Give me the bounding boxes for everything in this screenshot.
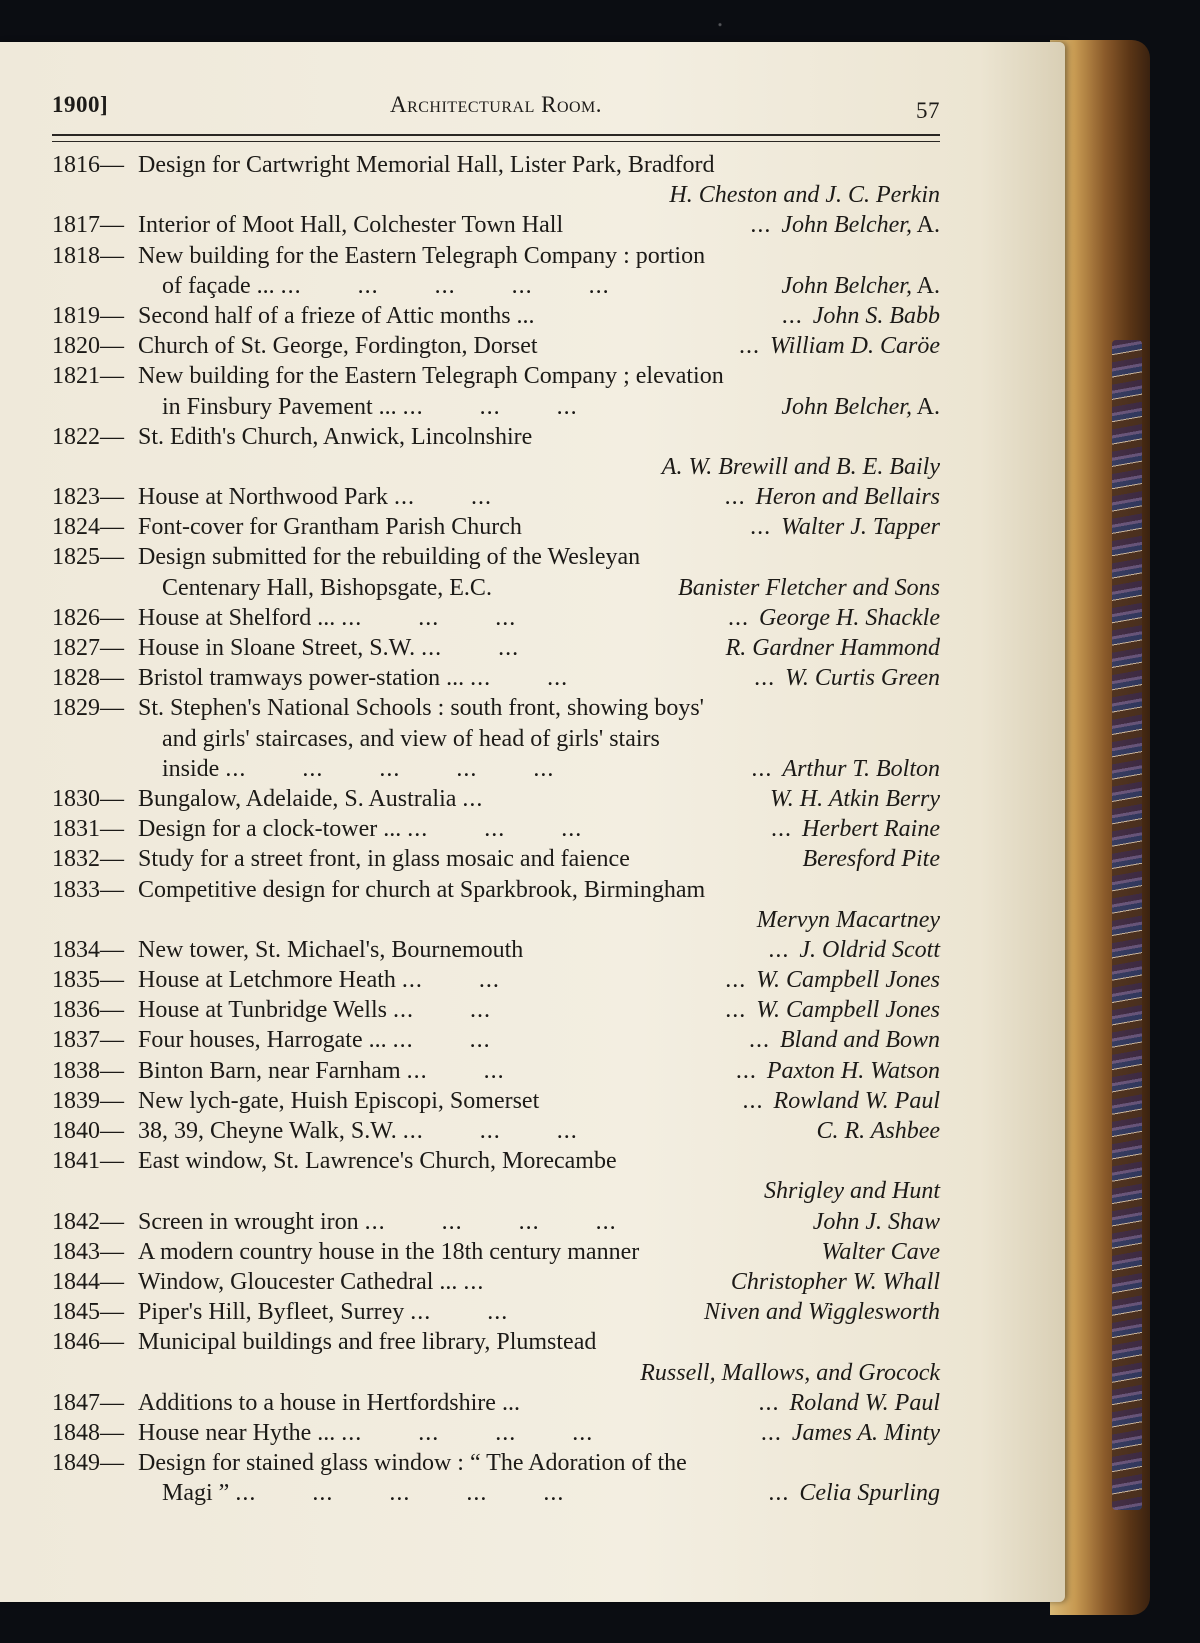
honorific: A. <box>911 212 940 239</box>
architect-attribution <box>751 754 940 784</box>
architect-attribution <box>669 180 940 210</box>
architect-name: John Belcher, <box>781 272 912 299</box>
entry-number: 1817— <box>52 212 124 239</box>
architect-attribution <box>725 965 940 995</box>
catalogue-entry <box>52 482 940 512</box>
catalogue-entry <box>52 1418 940 1448</box>
architect-attribution <box>759 1388 940 1418</box>
entry-number: 1819— <box>52 302 124 329</box>
leader-dots: ... <box>750 212 772 239</box>
catalogue-entry <box>52 1207 940 1237</box>
entry-line <box>52 935 940 965</box>
leader-dots: ... ... ... <box>341 604 517 631</box>
catalogue-entry <box>52 210 940 240</box>
entry-title: St. Edith's Church, Anwick, Lincolnshire <box>138 423 533 450</box>
leader-dots: ... <box>754 665 776 692</box>
architect-attribution <box>678 573 940 603</box>
architect-name: John Belcher, <box>781 393 912 420</box>
entry-line <box>52 1056 940 1086</box>
catalogue-entry <box>52 1297 940 1327</box>
architect-attribution <box>750 512 940 542</box>
catalogue-entry <box>52 784 940 814</box>
leader-dots: ... <box>771 816 793 843</box>
architect-name: Russell, Mallows, and Grocock <box>640 1359 940 1386</box>
entry-number: 1828— <box>52 665 124 692</box>
entry-line <box>52 784 940 814</box>
architect-name: W. Campbell Jones <box>756 967 940 994</box>
entry-line <box>52 663 940 693</box>
leader-dots: ... <box>463 1268 485 1295</box>
entry-number: 1833— <box>52 876 124 903</box>
header-title: Architectural Room. <box>389 92 603 117</box>
entry-title: House at Letchmore Heath <box>138 967 396 994</box>
entry-number: 1841— <box>52 1148 124 1175</box>
entry-title: House in Sloane Street, S.W. <box>138 635 416 661</box>
architect-name: James A. Minty <box>791 1419 940 1446</box>
architect-attribution <box>771 814 940 844</box>
entry-title: Study for a street front, in glass mosaic and faience <box>138 846 630 873</box>
catalogue-entry <box>52 241 940 301</box>
catalogue-entry <box>52 693 940 784</box>
catalogue-entry <box>52 331 940 361</box>
leader-dots: ... ... ... ... ... <box>225 755 555 782</box>
catalogue-entry <box>52 663 940 693</box>
architect-name: Walter J. Tapper <box>781 514 940 541</box>
entry-line <box>52 241 940 271</box>
entry-line <box>52 1207 940 1237</box>
catalogue-entry <box>52 995 940 1025</box>
entry-title: Screen in wrought iron <box>138 1208 359 1235</box>
running-header <box>52 92 940 128</box>
architect-name: Walter Cave <box>821 1238 940 1265</box>
architect-name: Niven and Wigglesworth <box>704 1299 940 1326</box>
leader-dots: ... <box>781 302 803 329</box>
architect-attribution <box>739 331 940 361</box>
architect-attribution <box>749 1025 940 1055</box>
entry-number: 1827— <box>52 635 124 661</box>
architect-name: A. W. Brewill and B. E. Baily <box>661 453 940 480</box>
entry-line <box>52 1358 940 1388</box>
architect-attribution <box>781 392 940 422</box>
leader-dots: ... ... <box>406 1057 505 1084</box>
leader-dots: ... <box>725 967 747 994</box>
architect-name: W. H. Atkin Berry <box>770 785 940 812</box>
architect-name: Celia Spurling <box>799 1480 940 1507</box>
entry-title: Church of St. George, Fordington, Dorset <box>138 333 538 360</box>
leader-dots: ... <box>742 1087 764 1114</box>
entry-title: A modern country house in the 18th century manner <box>138 1238 640 1265</box>
entry-title: New tower, St. Michael's, Bournemouth <box>138 936 524 963</box>
entry-title: House at Tunbridge Wells <box>138 997 387 1024</box>
entry-title: Window, Gloucester Cathedral ... <box>138 1268 458 1295</box>
catalogue-entry <box>52 814 940 844</box>
architect-name: Paxton H. Watson <box>766 1057 940 1084</box>
entry-line <box>52 905 940 935</box>
entry-title: Magi ” <box>162 1480 230 1507</box>
architect-name: Beresford Pite <box>802 846 940 873</box>
entry-line <box>52 1297 940 1327</box>
entry-line <box>52 724 940 754</box>
architect-attribution <box>728 603 940 633</box>
entry-title: of façade ... <box>162 272 275 299</box>
entry-number: 1818— <box>52 242 124 269</box>
leader-dots: ... <box>749 1027 770 1054</box>
catalogue-entry <box>52 422 940 482</box>
architect-name: Banister Fletcher and Sons <box>678 574 940 601</box>
leader-dots: ... ... ... ... ... <box>235 1480 565 1507</box>
leader-dots: ... ... ... ... <box>364 1208 617 1235</box>
architect-attribution <box>768 1478 940 1508</box>
catalogue-entry <box>52 1086 940 1116</box>
architect-name: Bland and Bown <box>780 1027 940 1054</box>
entry-line <box>52 573 940 603</box>
entry-number: 1832— <box>52 846 124 873</box>
architect-attribution <box>731 1267 940 1297</box>
entry-title: in Finsbury Pavement ... <box>162 393 397 420</box>
entry-line <box>52 422 940 452</box>
entry-number: 1825— <box>52 544 124 571</box>
architect-name: R. Gardner Hammond <box>725 635 940 661</box>
entry-number: 1831— <box>52 816 124 843</box>
entry-title: New lych-gate, Huish Episcopi, Somerset <box>138 1087 540 1114</box>
leader-dots: ... <box>751 755 773 782</box>
catalogue-entry <box>52 1146 940 1206</box>
architect-name: George H. Shackle <box>758 604 940 631</box>
architect-name: Roland W. Paul <box>789 1389 940 1416</box>
catalogue-entry <box>52 150 940 210</box>
leader-dots: ... <box>758 1389 780 1416</box>
catalogue-entry <box>52 1327 940 1387</box>
entry-line <box>52 633 940 663</box>
catalogue-entries <box>52 150 940 1508</box>
architect-attribution <box>704 1297 940 1327</box>
architect-attribution <box>725 482 940 512</box>
entry-line <box>52 1267 940 1297</box>
catalogue-entry <box>52 361 940 421</box>
entry-line <box>52 875 940 905</box>
entry-title: Piper's Hill, Byfleet, Surrey <box>138 1299 405 1326</box>
architect-name: William D. Caröe <box>769 333 940 360</box>
entry-number: 1839— <box>52 1087 124 1114</box>
leader-dots: ... <box>768 1480 790 1507</box>
architect-attribution <box>761 1418 940 1448</box>
entry-title: Design for stained glass window : “ The Adoration of the <box>138 1450 687 1477</box>
leader-dots: ... <box>738 333 760 360</box>
entry-title: Competitive design for church at Sparkbrook, Birmingham <box>138 876 706 903</box>
entry-title: Second half of a frieze of Attic months ... <box>138 302 535 329</box>
catalogue-entry <box>52 935 940 965</box>
entry-line <box>52 1086 940 1116</box>
entry-number: 1846— <box>52 1329 124 1356</box>
entry-line <box>52 1448 940 1478</box>
entry-line <box>52 754 940 784</box>
architect-name: W. Campbell Jones <box>756 997 940 1024</box>
architect-name: Herbert Raine <box>802 816 940 843</box>
architect-attribution <box>764 1176 940 1206</box>
catalogue-entry <box>52 1025 940 1055</box>
architect-name: John Belcher, <box>781 212 912 239</box>
catalogue-entry <box>52 875 940 935</box>
entry-number: 1835— <box>52 967 124 994</box>
leader-dots: ... ... <box>401 967 500 994</box>
architect-name: Shrigley and Hunt <box>764 1178 940 1205</box>
entry-number: 1842— <box>52 1208 124 1235</box>
entry-title: House at Shelford ... <box>138 604 336 631</box>
entry-line <box>52 995 940 1025</box>
leader-dots: ... <box>725 997 747 1024</box>
entry-title: East window, St. Lawrence's Church, Morecambe <box>138 1148 617 1175</box>
honorific: A. <box>911 272 940 299</box>
architect-attribution <box>640 1358 940 1388</box>
catalogue-entry <box>52 1388 940 1418</box>
catalogue-entry <box>52 603 940 633</box>
entry-title: New building for the Eastern Telegraph Company : portion <box>138 242 706 269</box>
architect-attribution <box>736 1056 940 1086</box>
entry-title: Centenary Hall, Bishopsgate, E.C. <box>162 574 492 601</box>
architect-attribution <box>754 663 940 693</box>
catalogue-entry <box>52 1237 940 1267</box>
entry-line <box>52 150 940 180</box>
entry-number: 1816— <box>52 152 124 178</box>
entry-line <box>52 180 940 210</box>
leader-dots: ... ... <box>421 635 520 661</box>
entry-title: Design submitted for the rebuilding of the Wesleyan <box>138 544 641 571</box>
entry-number: 1830— <box>52 785 124 812</box>
entry-number: 1823— <box>52 484 124 511</box>
entry-number: 1829— <box>52 695 124 722</box>
architect-name: John S. Babb <box>812 302 940 329</box>
marbled-edge <box>1112 340 1142 1510</box>
entry-line <box>52 1116 940 1146</box>
entry-title: Font-cover for Grantham Parish Church <box>138 514 522 541</box>
leader-dots: ... ... ... <box>407 816 583 843</box>
entry-line <box>52 512 940 542</box>
entry-title: Interior of Moot Hall, Colchester Town Hall <box>138 212 564 239</box>
catalogue-entry <box>52 844 940 874</box>
entry-line <box>52 1146 940 1176</box>
entry-title: and girls' staircases, and view of head of girls' stairs <box>162 725 660 752</box>
leader-dots: ... ... <box>393 484 492 511</box>
entry-line <box>52 603 940 633</box>
leader-dots: ... ... <box>392 1027 491 1054</box>
architect-attribution <box>782 301 940 331</box>
entry-title: Municipal buildings and free library, Plumstead <box>138 1329 597 1356</box>
entry-line <box>52 1237 940 1267</box>
entry-title: Binton Barn, near Farnham <box>138 1057 401 1084</box>
entry-number: 1820— <box>52 333 124 360</box>
architect-attribution <box>813 1207 940 1237</box>
entry-line <box>52 965 940 995</box>
entry-number: 1836— <box>52 997 124 1024</box>
header-rule <box>52 134 940 136</box>
leader-dots: ... <box>727 604 749 631</box>
leader-dots: ... ... <box>470 665 569 692</box>
entry-line <box>52 1478 940 1508</box>
entry-number: 1849— <box>52 1450 124 1477</box>
entry-title: Four houses, Harrogate ... <box>138 1027 387 1054</box>
leader-dots: ... <box>724 484 746 511</box>
entry-line <box>52 1025 940 1055</box>
entry-line <box>52 1418 940 1448</box>
entry-title: Bungalow, Adelaide, S. Australia <box>138 785 457 812</box>
header-rule-thin <box>52 141 940 142</box>
architect-attribution <box>662 452 940 482</box>
catalogue-entry <box>52 1267 940 1297</box>
entry-title: House at Northwood Park <box>138 484 388 511</box>
entry-number: 1848— <box>52 1419 124 1446</box>
architect-attribution <box>768 935 940 965</box>
entry-number: 1837— <box>52 1027 124 1054</box>
entry-line <box>52 271 940 301</box>
entry-line <box>52 392 940 422</box>
leader-dots: ... <box>735 1057 757 1084</box>
architect-attribution <box>743 1086 940 1116</box>
architect-name: Christopher W. Whall <box>730 1268 940 1295</box>
entry-line <box>52 301 940 331</box>
architect-name: John J. Shaw <box>812 1208 940 1235</box>
architect-attribution <box>822 1237 940 1267</box>
catalogue-entry <box>52 512 940 542</box>
leader-dots: ... <box>768 936 790 963</box>
entry-number: 1845— <box>52 1299 124 1326</box>
architect-attribution <box>725 995 940 1025</box>
page-number: 57 <box>916 98 940 123</box>
entry-line <box>52 1327 940 1357</box>
entry-title: 38, 39, Cheyne Walk, S.W. <box>138 1118 397 1144</box>
entry-line <box>52 693 940 723</box>
entry-number: 1834— <box>52 936 124 963</box>
architect-name: Mervyn Macartney <box>756 906 940 933</box>
entry-line <box>52 542 940 572</box>
entry-number: 1843— <box>52 1238 124 1265</box>
leader-dots: ... ... ... ... ... <box>280 272 610 299</box>
leader-dots: ... <box>760 1419 782 1446</box>
architect-name: W. Curtis Green <box>785 665 940 692</box>
catalogue-entry <box>52 1116 940 1146</box>
entry-number: 1821— <box>52 363 124 390</box>
architect-attribution <box>781 271 940 301</box>
entry-line <box>52 1388 940 1418</box>
entry-title: New building for the Eastern Telegraph Company ; elevation <box>138 363 724 390</box>
architect-attribution <box>726 633 940 663</box>
leader-dots: ... ... ... ... <box>341 1419 594 1446</box>
entry-line <box>52 814 940 844</box>
leader-dots: ... ... <box>392 997 491 1024</box>
entry-number: 1826— <box>52 604 124 631</box>
architect-name: J. Oldrid Scott <box>799 936 940 963</box>
leader-dots: ... <box>750 514 772 541</box>
entry-line <box>52 1176 940 1206</box>
catalogue-entry <box>52 1448 940 1508</box>
entry-title: Design for Cartwright Memorial Hall, Lister Park, Bradford <box>138 152 715 178</box>
entry-title: inside <box>162 755 220 782</box>
architect-attribution <box>802 844 940 874</box>
entry-number: 1822— <box>52 423 124 450</box>
architect-name: Arthur T. Bolton <box>782 755 940 782</box>
entry-number: 1844— <box>52 1268 124 1295</box>
architect-attribution <box>770 784 940 814</box>
catalogue-entry <box>52 965 940 995</box>
leader-dots: ... ... <box>410 1299 509 1326</box>
header-year: 1900] <box>52 92 109 117</box>
entry-line <box>52 331 940 361</box>
entry-title: Additions to a house in Hertfordshire ... <box>138 1389 520 1416</box>
entry-line <box>52 452 940 482</box>
entry-line <box>52 210 940 240</box>
leader-dots: ... ... ... <box>402 393 578 420</box>
entry-number: 1847— <box>52 1389 124 1416</box>
entry-line <box>52 361 940 391</box>
entry-title: House near Hythe ... <box>138 1419 336 1446</box>
leader-dots: ... <box>462 785 484 812</box>
architect-name: C. R. Ashbee <box>816 1118 940 1144</box>
entry-line <box>52 844 940 874</box>
entry-line <box>52 482 940 512</box>
entry-number: 1824— <box>52 514 124 541</box>
entry-title: St. Stephen's National Schools : south front, showing boys' <box>138 695 704 722</box>
entry-title: Bristol tramways power-station ... <box>138 665 465 692</box>
catalogue-entry <box>52 1056 940 1086</box>
architect-attribution <box>816 1116 940 1146</box>
architect-name: Heron and Bellairs <box>755 484 940 511</box>
leader-dots: ... ... ... <box>402 1118 578 1144</box>
architect-name: H. Cheston and J. C. Perkin <box>669 182 940 209</box>
architect-attribution <box>750 210 940 240</box>
entry-number: 1840— <box>52 1118 124 1144</box>
catalogue-entry <box>52 633 940 663</box>
entry-number: 1838— <box>52 1057 124 1084</box>
honorific: A. <box>911 393 940 420</box>
architect-name: Rowland W. Paul <box>773 1087 940 1114</box>
architect-attribution <box>757 905 940 935</box>
entry-title: Design for a clock-tower ... <box>138 816 402 843</box>
catalogue-entry <box>52 301 940 331</box>
catalogue-entry <box>52 542 940 602</box>
